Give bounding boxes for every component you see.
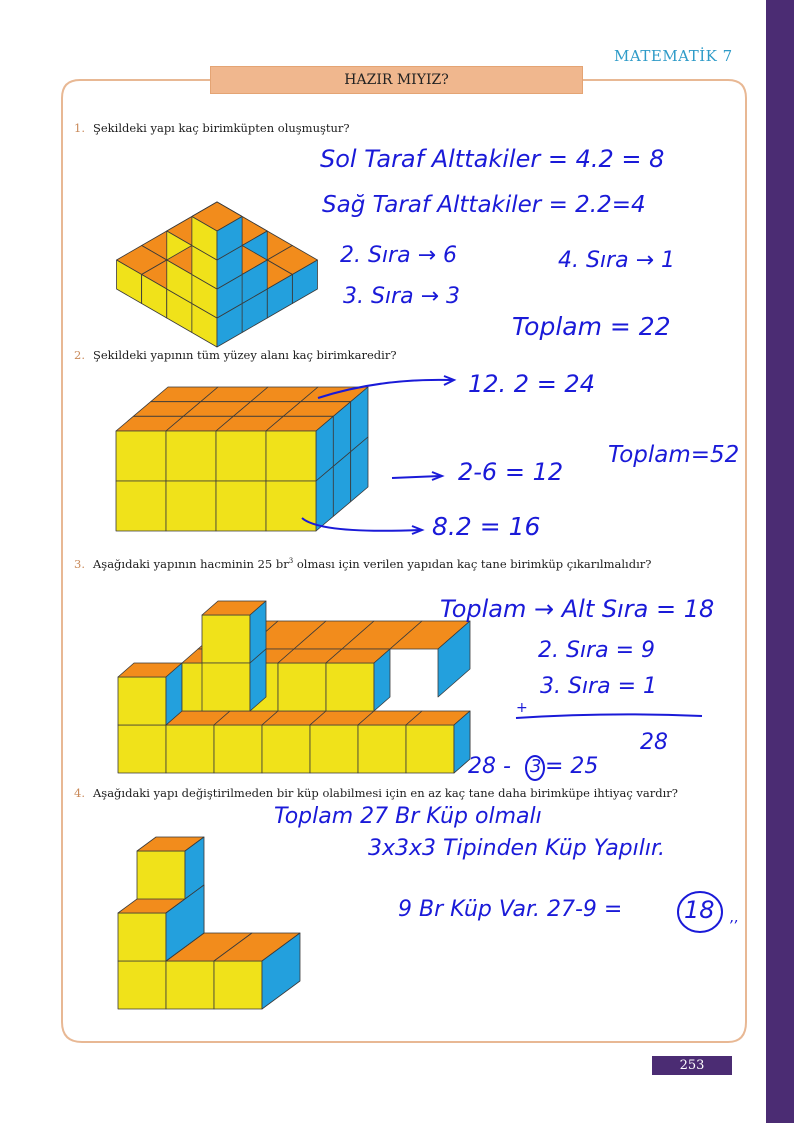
hw-q3-sum: 28 (640, 730, 668, 755)
hw-q2-total: Toplam=52 (608, 442, 740, 468)
hw-q1-line5: 3. Sıra → 3 (343, 284, 461, 309)
hw-q2-line3: 8.2 = 16 (432, 512, 541, 541)
hw-q3-answer-a: 28 - (468, 754, 511, 779)
hw-q1-line4: 4. Sıra → 1 (558, 248, 676, 273)
hw-q3-answer-b: = 25 (545, 754, 599, 779)
page-number: 253 (652, 1056, 732, 1075)
hw-q2-line2: 2-6 = 12 (458, 458, 564, 486)
hw-q4-tick: ,, (730, 910, 739, 926)
question-4: 4. Aşağıdaki yapı değiştirilmeden bir küp olabilmesi için en az kaç tane daha birimküpe ihtiyaç vardır? (74, 786, 678, 800)
section-title: HAZIR MIYIZ? (210, 66, 583, 94)
hw-q2-line1: 12. 2 = 24 (468, 370, 595, 398)
hw-q1-total: Toplam = 22 (512, 312, 671, 341)
hw-q3-line1: Toplam → Alt Sıra = 18 (440, 595, 715, 623)
hw-q4-answer: 18 (684, 896, 715, 924)
hw-q4-line1: Toplam 27 Br Küp olmalı (274, 804, 542, 829)
hw-q3-answer-circled: 3 (530, 756, 542, 777)
hw-q3-line3: 3. Sıra = 1 (540, 674, 658, 699)
hw-q4-line2: 3x3x3 Tipinden Küp Yapılır. (368, 836, 665, 861)
question-2: 2. Şekildeki yapının tüm yüzey alanı kaç birimkaredir? (74, 348, 397, 362)
hw-q3-line2: 2. Sıra = 9 (538, 638, 656, 663)
hw-q4-line3: 9 Br Küp Var. 27-9 = (398, 897, 623, 922)
hw-q1-line3: 2. Sıra → 6 (340, 243, 458, 268)
question-1: 1. Şekildeki yapı kaç birimküpten oluşmuştur? (74, 121, 350, 135)
hw-q1-line2: Sağ Taraf Alttakiler = 2.2=4 (322, 192, 646, 218)
question-3: 3. Aşağıdaki yapının hacminin 25 $br^3$ olması için verilen yapıdan kaç tane birimküp çıkarılmalıdır? (74, 557, 652, 571)
subject-label: MATEMATİK 7 (614, 47, 733, 65)
hw-q1-line1: Sol Taraf Alttakiler = 4.2 = 8 (320, 145, 665, 173)
hw-q3-plus: + (516, 700, 528, 716)
